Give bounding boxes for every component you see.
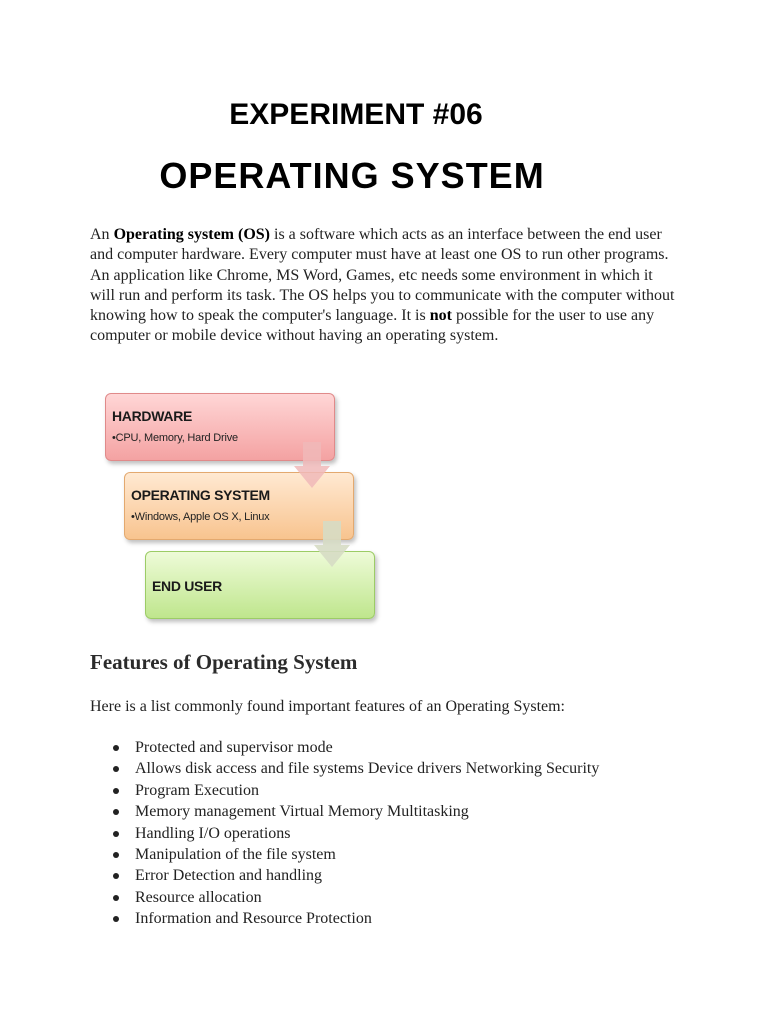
- hardware-items: •CPU, Memory, Hard Drive: [112, 432, 238, 444]
- experiment-title: EXPERIMENT #06: [229, 98, 483, 131]
- features-heading: Features of Operating System: [90, 650, 358, 674]
- intro-text-1: An: [90, 226, 114, 243]
- intro-bold-not: not: [429, 307, 452, 325]
- page-title: OPERATING SYSTEM: [159, 155, 545, 196]
- arrow-down-icon: [294, 442, 330, 490]
- intro-text-3: possible for the user to use any computer or mobile device without having an operating system.: [90, 307, 655, 345]
- os-layer-diagram: [100, 388, 390, 628]
- list-item: Program Execution: [135, 780, 599, 801]
- list-item: Manipulation of the file system: [135, 844, 599, 865]
- end-user-title: END USER: [152, 578, 222, 594]
- list-item: Information and Resource Protection: [135, 908, 599, 929]
- list-item: Handling I/O operations: [135, 823, 599, 844]
- list-item: Resource allocation: [135, 887, 599, 908]
- os-items: •Windows, Apple OS X, Linux: [131, 511, 270, 523]
- intro-bold-os: Operating system (OS): [113, 226, 270, 243]
- list-item: Error Detection and handling: [135, 865, 599, 886]
- features-intro: Here is a list commonly found important features of an Operating System:: [90, 698, 565, 715]
- list-item: Memory management Virtual Memory Multitasking: [135, 801, 599, 822]
- os-title: OPERATING SYSTEM: [131, 487, 270, 503]
- arrow-down-icon: [314, 521, 350, 569]
- intro-text-2: is a software which acts as an interface between the end user and computer hardware. Every computer must have at least one OS to run other programs. An application like Chrome, MS Word, Games, etc needs some environment in which it will run and perform its task. The OS helps you to communicate with the computer without knowing how to speak the computer's language. It is: [90, 226, 675, 325]
- list-item: Allows disk access and file systems Device drivers Networking Security: [135, 758, 599, 779]
- hardware-title: HARDWARE: [112, 408, 193, 424]
- list-item: Protected and supervisor mode: [135, 737, 599, 758]
- features-list: [90, 737, 599, 930]
- intro-paragraph: [90, 225, 680, 347]
